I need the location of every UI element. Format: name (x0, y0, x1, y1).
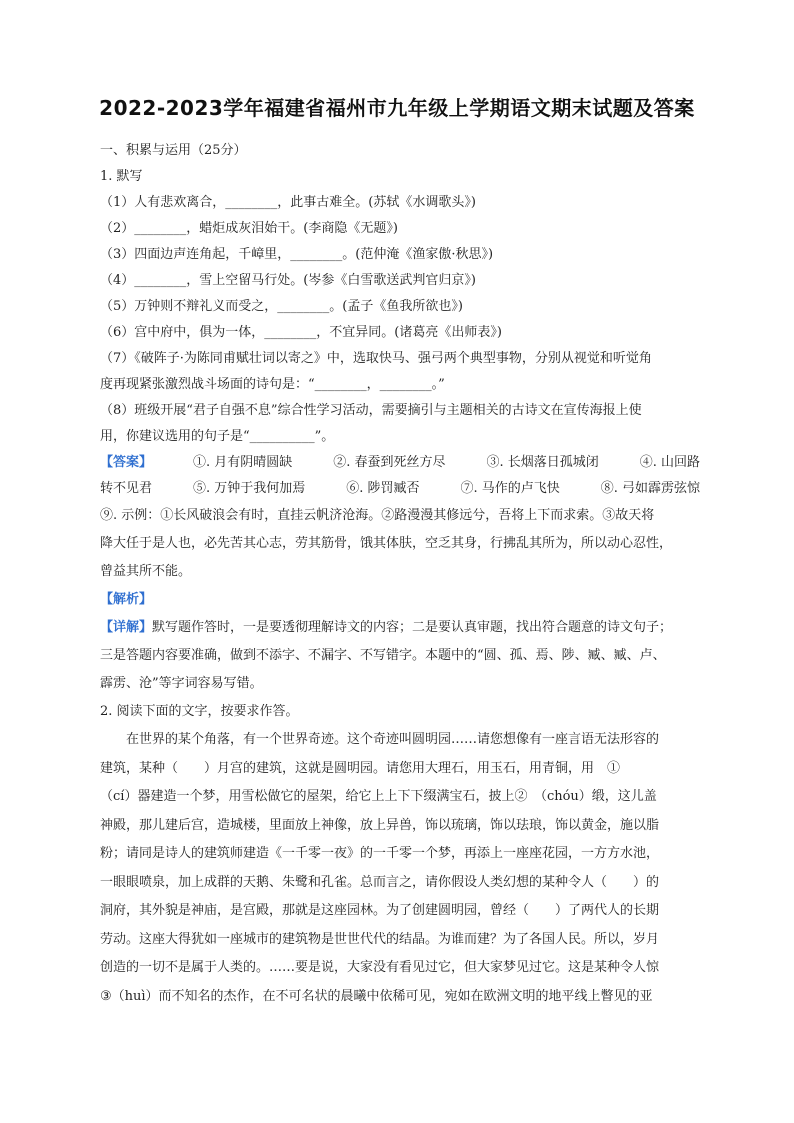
answer-row (100, 450, 700, 476)
answer-item: 转不见君 (100, 481, 153, 496)
q1-item: （3）四面边声连角起，千嶂里，________。(范仲淹《渔家傲·秋思》) (100, 247, 494, 262)
passage-line: 创造的一切不是属于人类的。……要是说，大家没有看见过它，但大家梦见过它。这是某种令人惊 (100, 960, 660, 975)
passage-line: 在世界的某个角落，有一个世界奇迹。这个奇迹叫圆明园……请您想像有一座言语无法形容的 (126, 732, 660, 747)
answer-tag: 【答案】 (100, 455, 153, 470)
passage-line: （cí）器建造一个梦，用雪松做它的屋架，给它上上下下缀满宝石，披上② （chóu）缎，这儿盖 (100, 789, 657, 804)
answer-line: 降大任于是人也，必先苦其心志，劳其筋骨，饿其体肤，空乏其身，行拂乱其所为，所以动心忍性， (100, 536, 673, 551)
document-body (100, 138, 700, 1011)
answer-item: ⑤. 万钟于我何加焉 (192, 481, 306, 496)
passage-line: 神殿，那儿建后宫，造城楼，里面放上神像，放上异兽，饰以琉璃，饰以珐琅，饰以黄金，施以脂 (100, 817, 660, 833)
page-title: 2022-2023学年福建省福州市九年级上学期语文期末试题及答案 (99, 96, 695, 120)
answer-item: ⑦. 马作的卢飞快 (460, 481, 560, 496)
answer-item: ⑥. 陟罚臧否 (346, 481, 420, 496)
q1-item: 用，你建议选用的句子是“__________”。 (100, 429, 335, 444)
answer-item: ④. 山回路 (639, 455, 700, 470)
q1-item: 度再现紧张激烈战斗场面的诗句是：“________，________。” (100, 377, 445, 392)
q1-item: （7）《破阵子·为陈同甫赋壮词以寄之》中，选取快马、强弓两个典型事物，分别从视觉和听觉角 (100, 351, 652, 366)
passage-line: 建筑，某种（ ）月宫的建筑，这就是圆明园。请您用大理石，用玉石，用青铜，用 ① (100, 760, 634, 776)
analysis-line: 霹雳、沧”等字词容易写错。 (100, 676, 263, 691)
q1-item: （5）万钟则不辩礼义而受之，________。(孟子《鱼我所欲也》) (100, 299, 463, 314)
section-heading: 一、积累与运用（25分） (100, 143, 247, 158)
q1-item: （1）人有悲欢离合，________，此事古难全。(苏轼《水调歌头》) (100, 195, 476, 210)
detail-tag: 【详解】 (100, 620, 153, 635)
q1-item: （4）________，雪上空留马行处。(岑参《白雪歌送武判官归京》) (100, 273, 476, 288)
passage-line: 粉；请同是诗人的建筑师建造《一千零一夜》的一千零一个梦，再添上一座座花园，一方方水池， (100, 846, 660, 861)
analysis-text: 默写题作答时，一是要透彻理解诗文的内容；二是要认真审题，找出符合题意的诗文句子； (152, 620, 673, 635)
answer-item: ②. 春蚕到死丝方尽 (333, 455, 446, 470)
answer-row (100, 476, 700, 502)
answer-line: 曾益其所不能。 (100, 564, 192, 579)
passage-line: 洞府，其外貌是神庙，是宫殿，那就是这座园林。为了创建圆明园，曾经（ ）了两代人的长期 (100, 903, 660, 918)
analysis-tag: 【解析】 (100, 592, 153, 607)
q1-item: （8）班级开展“君子自强不息”综合性学习活动，需要摘引与主题相关的古诗文在宣传海报上使 (100, 403, 642, 418)
answer-item: ③. 长烟落日孤城闭 (486, 455, 599, 470)
question-1-heading: 1. 默写 (100, 169, 143, 184)
answer-block (100, 450, 700, 586)
answer-line: ⑨. 示例：①长风破浪会有时，直挂云帆济沧海。②路漫漫其修远兮，吾将上下而求索。③故天将 (100, 508, 655, 523)
analysis-heading (100, 586, 700, 614)
analysis-line (100, 614, 700, 642)
passage-line: 劳动。这座大得犹如一座城市的建筑物是世世代代的结晶。为谁而建？为了各国人民。所以，岁月 (100, 931, 660, 947)
answer-item: ⑧. 弓如霹雳弦惊 (600, 481, 700, 496)
analysis-line: 三是答题内容要准确，做到不添字、不漏字、不写错字。本题中的“圆、孤、焉、陟、臧、臧、卢、 (100, 648, 666, 663)
answer-item: ①. 月有阴晴圆缺 (192, 455, 293, 470)
q1-item: （2）________，蜡炬成灰泪始干。(李商隐《无题》) (100, 221, 398, 236)
passage-line: 一眼眼喷泉，加上成群的天鹅、朱鹭和孔雀。总而言之，请你假设人类幻想的某种令人（ ）的 (100, 874, 660, 890)
q1-item: （6）宫中府中，俱为一体，________，不宜异同。(诸葛亮《出师表》) (100, 325, 502, 340)
passage-line: ③（huì）而不知名的杰作，在不可名状的晨曦中依稀可见，宛如在欧洲文明的地平线上瞥见的亚 (100, 988, 653, 1004)
question-2-heading: 2. 阅读下面的文字，按要求作答。 (100, 704, 299, 719)
